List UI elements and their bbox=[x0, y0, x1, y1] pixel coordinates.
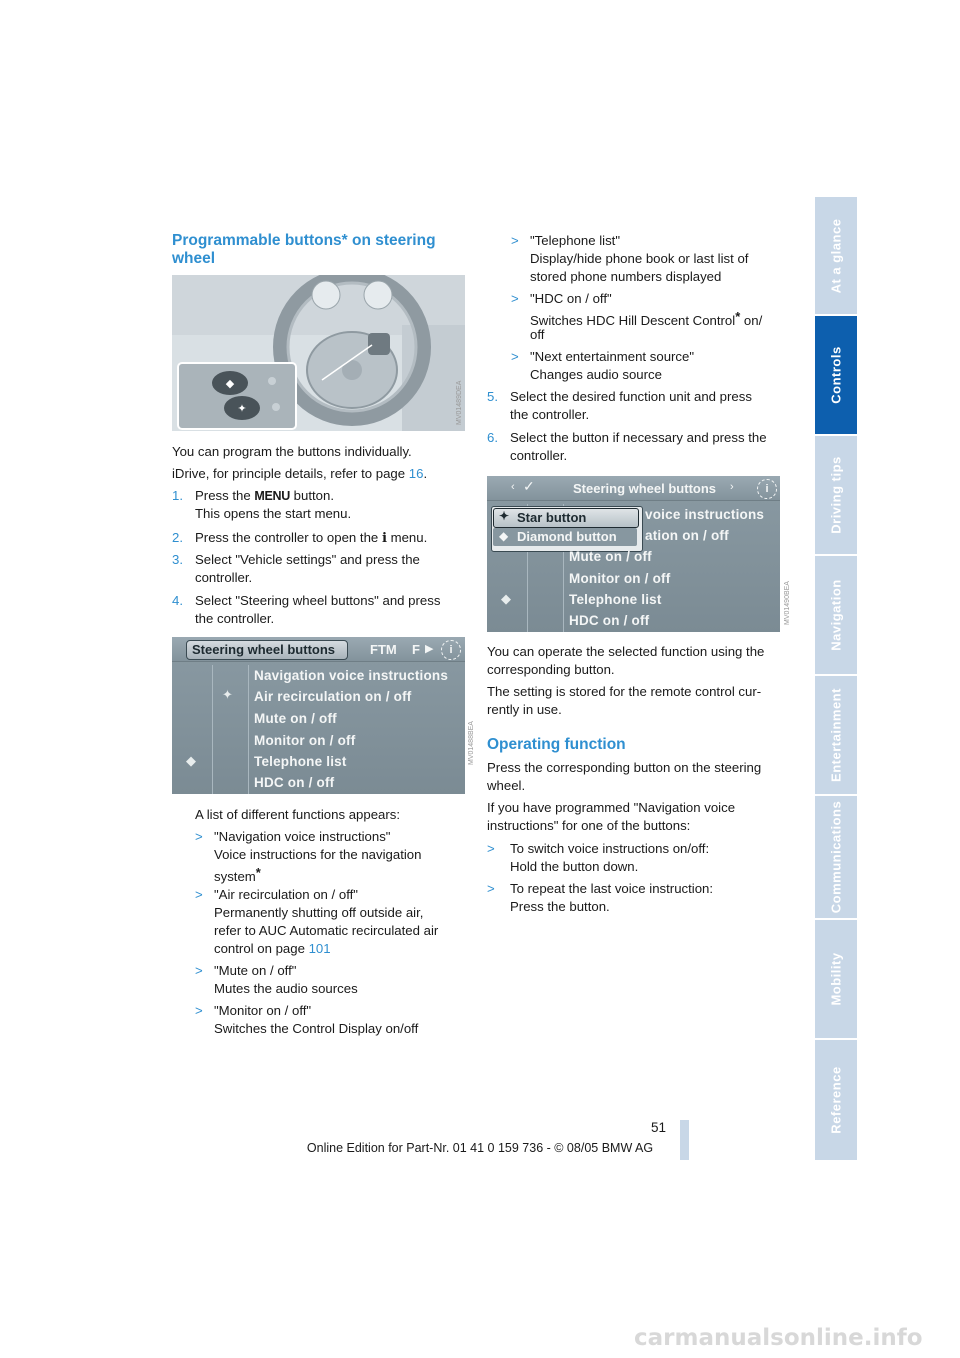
tab-reference[interactable]: Reference bbox=[815, 1040, 857, 1162]
screen1-code: MV01488BEA bbox=[468, 721, 475, 765]
list-item: > "Navigation voice instructions" Voice instructions for the navigation system* bbox=[195, 829, 422, 884]
photo-code: MV01489DEA bbox=[456, 380, 463, 425]
paragraph: You can operate the selected function using the corresponding button. bbox=[487, 644, 765, 677]
screen-tab-f: F bbox=[412, 642, 420, 657]
list-intro: A list of different functions appears: bbox=[195, 807, 401, 822]
diamond-icon: ◆ bbox=[499, 529, 509, 543]
screen-row: Telephone list bbox=[569, 592, 662, 607]
screen-row: Navigation voice instructions bbox=[254, 668, 449, 683]
step-4: 4. Select "Steering wheel buttons" and press the controller. bbox=[172, 593, 441, 626]
list-item: > To switch voice instructions on/off: Hold the button down. bbox=[487, 841, 710, 874]
optional-star-icon: * bbox=[735, 309, 741, 324]
star-icon: ✦ bbox=[499, 509, 510, 523]
subheading-operating-function: Operating function bbox=[487, 736, 626, 753]
section-heading: Programmable buttons* on steering wheel bbox=[172, 232, 436, 267]
screen-row: voice instructions bbox=[645, 507, 765, 522]
list-item: > "Monitor on / off" Switches the Control Display on/off bbox=[195, 1003, 419, 1036]
tab-communications[interactable]: Communications bbox=[815, 796, 857, 920]
screen2-code: MV01490BEA bbox=[784, 581, 791, 625]
list-item: > "Air recirculation on / off" Permanently shutting off outside air, refer to AUC Automatic recirculated air control on page 101 bbox=[195, 887, 439, 956]
idrive-reference: iDrive, for principle details, refer to page 16. bbox=[172, 466, 428, 481]
screen-row: Air recirculation on / off bbox=[254, 689, 412, 704]
list-item: > "Mute on / off" Mutes the audio sources bbox=[195, 963, 358, 996]
screen-row: Mute on / off bbox=[254, 711, 337, 726]
idrive-screen-button-selection bbox=[487, 476, 780, 632]
list-item: > To repeat the last voice instruction: Press the button. bbox=[487, 881, 714, 914]
screen-row: HDC on / off bbox=[254, 775, 335, 790]
edition-line: Online Edition for Part-Nr. 01 41 0 159 736 - © 08/05 BMW AG bbox=[306, 1141, 654, 1155]
screen-row: Monitor on / off bbox=[254, 733, 356, 748]
star-symbol-icon: ✦ bbox=[222, 687, 233, 702]
idrive-screen-steering-wheel-buttons bbox=[172, 637, 465, 794]
screen-row: HDC on / off bbox=[569, 613, 650, 628]
tab-entertainment[interactable]: Entertainment bbox=[815, 676, 857, 796]
tab-navigation[interactable]: Navigation bbox=[815, 556, 857, 676]
step-3: 3. Select "Vehicle settings" and press the controller. bbox=[172, 552, 420, 585]
svg-text:◆: ◆ bbox=[225, 377, 235, 390]
page-link-101[interactable]: 101 bbox=[308, 941, 331, 956]
info-menu-icon: i bbox=[381, 531, 387, 546]
tab-controls[interactable]: Controls bbox=[815, 316, 857, 436]
screen-row: Monitor on / off bbox=[569, 571, 671, 586]
step-5: 5. Select the desired function unit and press the controller. bbox=[487, 389, 752, 422]
tab-mobility[interactable]: Mobility bbox=[815, 920, 857, 1040]
screen-row: ation on / off bbox=[645, 528, 729, 543]
steering-wheel-photo bbox=[172, 275, 465, 431]
paragraph: The setting is stored for the remote control cur- rently in use. bbox=[487, 684, 762, 717]
step-6: 6. Select the button if necessary and press the controller. bbox=[487, 430, 767, 463]
screen-row: Telephone list bbox=[254, 754, 347, 769]
step-2: 2. Press the controller to open the i menu. bbox=[172, 530, 428, 546]
steering-wheel-illustration bbox=[172, 275, 465, 431]
screen-arrow-icon: ▶ bbox=[425, 643, 434, 655]
paragraph: If you have programmed "Navigation voice instructions" for one of the buttons: bbox=[487, 800, 736, 833]
screen-tab-ftm: FTM bbox=[370, 642, 397, 657]
screen-title: Steering wheel buttons bbox=[192, 642, 336, 657]
paragraph: Press the corresponding button on the steering wheel. bbox=[487, 760, 762, 793]
list-item: > "Telephone list" Display/hide phone book or last list of stored phone numbers displayed bbox=[511, 233, 749, 284]
screen-info-icon: i bbox=[441, 640, 461, 660]
screen-back-icon: ‹ bbox=[511, 481, 515, 493]
page-link-16[interactable]: 16 bbox=[408, 466, 424, 481]
list-item: > "HDC on / off" Switches HDC Hill Descent Control* on/ off bbox=[511, 291, 763, 342]
popup-star-label: Star button bbox=[517, 510, 587, 525]
step-1: 1. Press the MENU button. This opens the start menu. bbox=[172, 488, 352, 521]
menu-key-icon: MENU bbox=[254, 489, 290, 503]
settings-check-icon: ✓ bbox=[523, 478, 535, 494]
screen-title: Steering wheel buttons bbox=[573, 481, 717, 496]
svg-text:✦: ✦ bbox=[237, 402, 247, 415]
tab-driving-tips[interactable]: Driving tips bbox=[815, 436, 857, 556]
intro-text: You can program the buttons individually. bbox=[172, 444, 412, 459]
diamond-symbol-icon: ◆ bbox=[186, 753, 196, 768]
page-number: 51 bbox=[651, 1120, 667, 1135]
optional-star-icon: * bbox=[255, 865, 261, 880]
tab-at-a-glance[interactable]: At a glance bbox=[815, 197, 857, 316]
screen-forward-icon: › bbox=[730, 481, 734, 493]
list-item: > "Next entertainment source" Changes audio source bbox=[511, 349, 695, 382]
screen-row: Mute on / off bbox=[569, 549, 652, 564]
diamond-symbol-icon: ◆ bbox=[501, 591, 511, 606]
popup-diamond-label: Diamond button bbox=[517, 529, 617, 544]
screen-info-icon: i bbox=[757, 479, 777, 499]
watermark: carmanualsonline.info bbox=[634, 1325, 923, 1351]
